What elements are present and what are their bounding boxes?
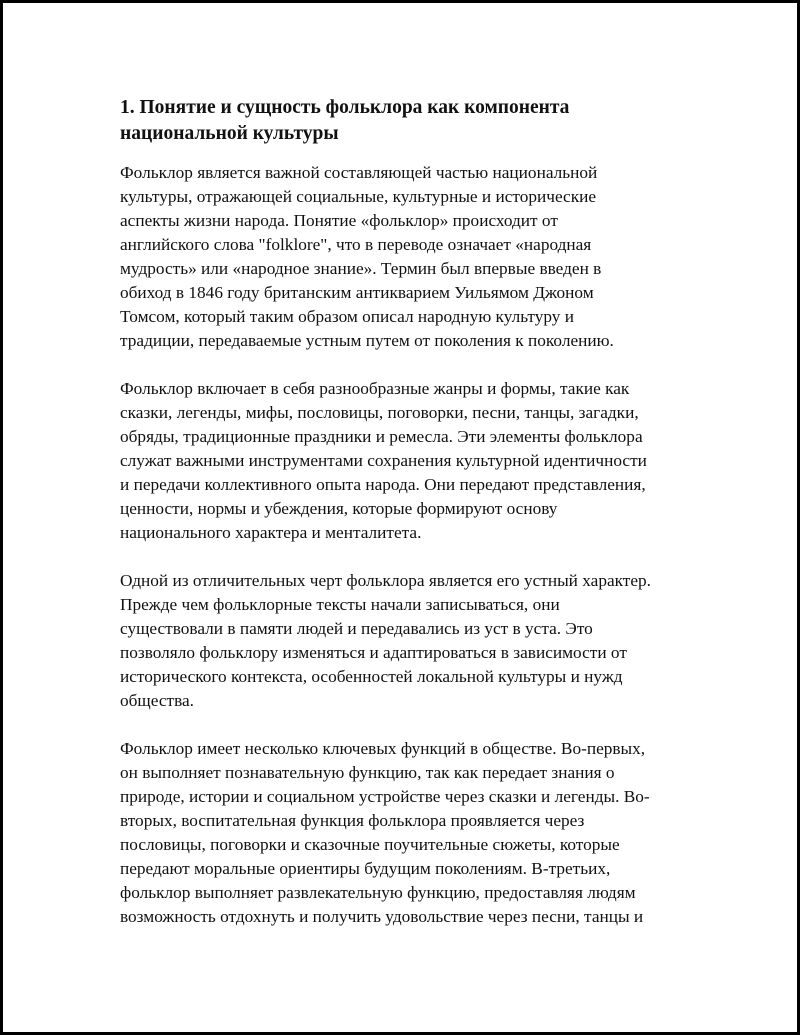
paragraph-functions [120,737,720,929]
text-line: Фольклор включает в себя разнообразные жанры и формы, такие как [120,379,630,398]
text-line: Фольклор имеет несколько ключевых функций в обществе. Во-первых, [120,739,646,758]
text-line: природе, истории и социальном устройстве через сказки и легенды. Во- [120,787,650,806]
text-line: он выполняет познавательную функцию, так как передает знания о [120,763,615,782]
text-line: Томсом, который таким образом описал народную культуру и [120,307,575,326]
text-line: возможность отдохнуть и получить удовольствие через песни, танцы и [120,907,644,926]
text-line: аспекты жизни народа. Понятие «фольклор» происходит от [120,211,558,230]
text-line: национального характера и менталитета. [120,523,422,542]
text-line: обряды, традиционные праздники и ремесла. Эти элементы фольклора [120,427,643,446]
text-line: вторых, воспитательная функция фольклора проявляется через [120,811,585,830]
text-line: английского слова "folklore", что в переводе означает «народная [120,235,592,254]
text-line: сказки, легенды, мифы, пословицы, поговорки, песни, танцы, загадки, [120,403,639,422]
section-title [120,95,720,147]
text-line: позволяло фольклору изменяться и адаптироваться в зависимости от [120,643,627,662]
text-line: культуры, отражающей социальные, культурные и исторические [120,187,597,206]
text-line: Прежде чем фольклорные тексты начали записываться, они [120,595,560,614]
text-line: обиход в 1846 году британским антикварием Уильямом Джоном [120,283,594,302]
section-title-line: национальной культуры [120,123,339,144]
text-line: мудрость» или «народное знание». Термин был впервые введен в [120,259,602,278]
text-line: служат важными инструментами сохранения культурной идентичности [120,451,647,470]
text-line: общества. [120,691,194,710]
text-line: Фольклор является важной составляющей частью национальной [120,163,598,182]
text-line: и передачи коллективного опыта народа. Они передают представления, [120,475,646,494]
paragraph-oral-character [120,569,720,713]
text-line: традиции, передаваемые устным путем от поколения к поколению. [120,331,614,350]
text-line: ценности, нормы и убеждения, которые формируют основу [120,499,558,518]
paragraph-definition [120,161,720,353]
text-line: исторического контекста, особенностей локальной культуры и нужд [120,667,623,686]
text-line: передают моральные ориентиры будущим поколениям. В-третьих, [120,859,611,878]
paragraph-genres [120,377,720,545]
text-line: фольклор выполняет развлекательную функцию, предоставляя людям [120,883,636,902]
text-line: существовали в памяти людей и передавались из уст в уста. Это [120,619,593,638]
text-line: Одной из отличительных черт фольклора является его устный характер. [120,571,651,590]
text-line: пословицы, поговорки и сказочные поучительные сюжеты, которые [120,835,620,854]
page-content [120,95,720,953]
section-title-line: 1. Понятие и сущность фольклора как компонента [120,97,570,118]
